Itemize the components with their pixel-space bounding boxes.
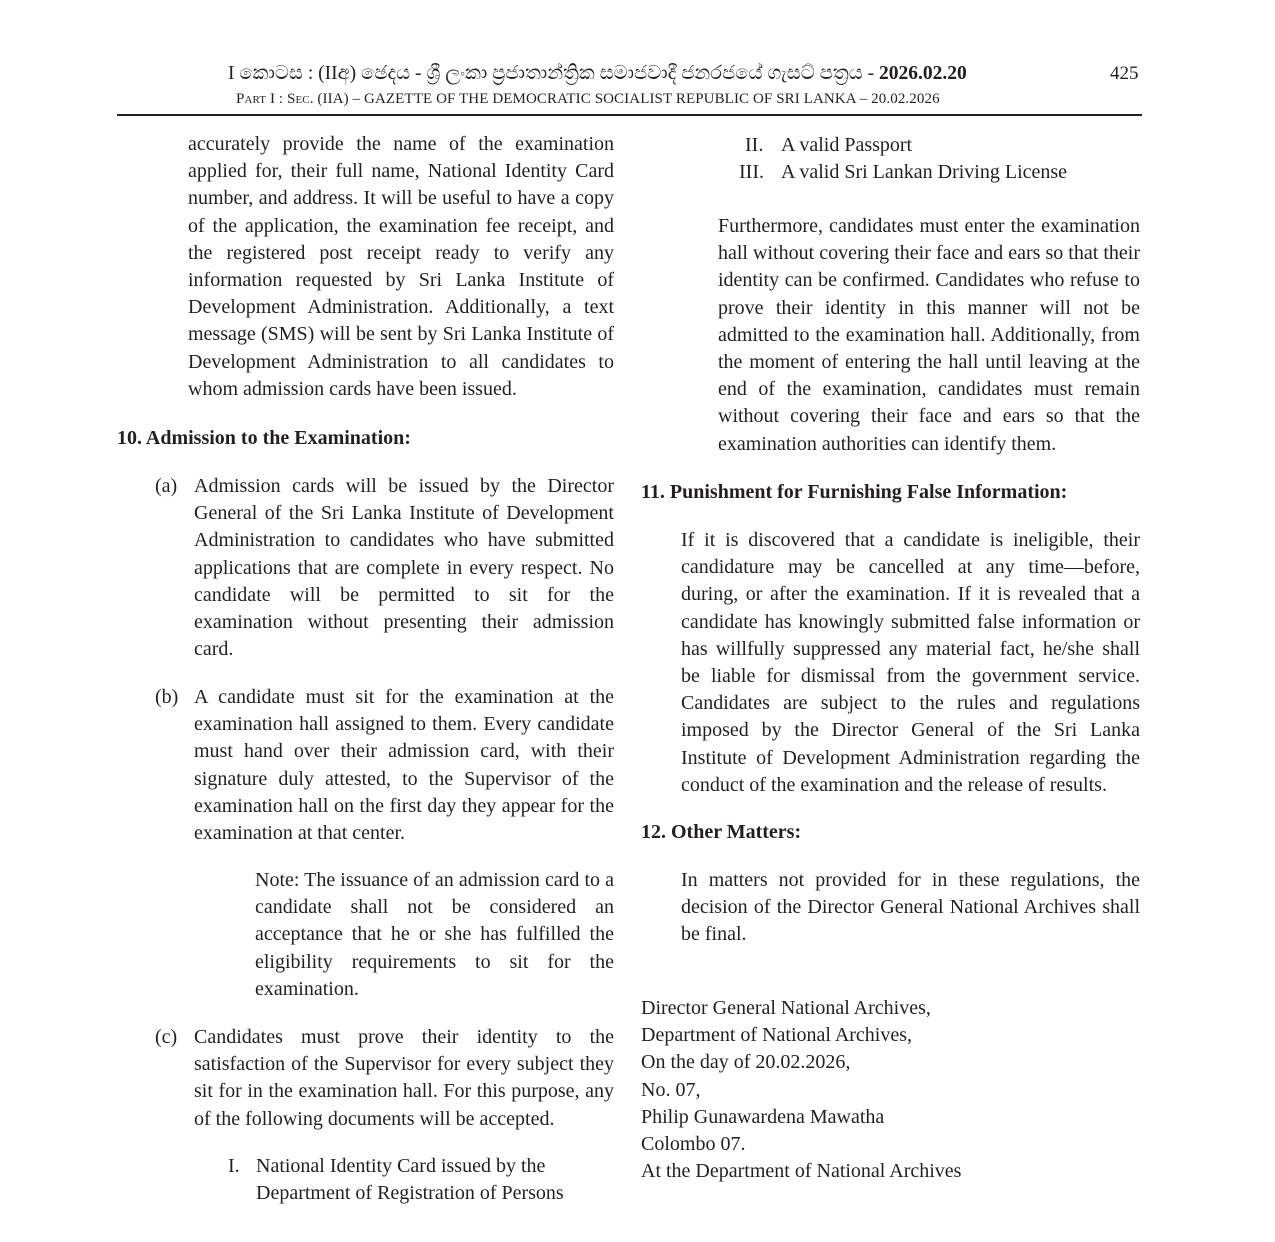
doc-ii-label: II.	[745, 134, 764, 156]
doc-i-text: National Identity Card issued by the Department of Registration of Persons	[256, 1155, 564, 1205]
header-sinhala-title: I කොටස : (IIඅ) ඡෙදය - ශ්‍රී ලංකා ප්‍රජාතාන්ත්‍රික සමාජවාදී ජනරජයේ ගැසට් පත්‍රය -	[228, 63, 880, 84]
section-10-heading: 10. Admission to the Examination:	[117, 427, 411, 449]
section-11-heading: 11. Punishment for Furnishing False Information:	[641, 481, 1068, 503]
item-c-text: Candidates must prove their identity to the satisfaction of the Supervisor for every subject they sit for in the examination hall. For this purpose, any of the following documents will be accepted.	[194, 1026, 614, 1130]
section-12-paragraph: In matters not provided for in these regulations, the decision of the Director General National Archives shall be final.	[681, 869, 1140, 946]
header-date: 2026.02.20	[879, 63, 967, 84]
signature-line: On the day of 20.02.2026,	[641, 1051, 851, 1074]
item-b-label: (b)	[155, 686, 179, 708]
header-divider	[117, 114, 1142, 116]
doc-ii-text: A valid Passport	[781, 134, 913, 156]
signature-line: Philip Gunawardena Mawatha	[641, 1105, 885, 1128]
intro-paragraph: accurately provide the name of the examination applied for, their full name, National Identity Card number, and address. It will be useful to have a copy of the application, the examination fee receipt, and the registered post receipt ready to verify any information requested by Sri Lanka Institute of Development Administration. Additionally, a text message (SMS) will be sent by Sri Lanka Institute of Development Administration to all candidates to whom admission cards have been issued.	[188, 133, 614, 400]
gazette-header-english	[236, 88, 940, 110]
signature-line: Department of National Archives,	[641, 1024, 913, 1047]
signature-line: At the Department of National Archives	[641, 1160, 962, 1183]
item-c-label: (c)	[155, 1026, 178, 1048]
page-number: 425	[1110, 63, 1139, 84]
item-a-text: Admission cards will be issued by the Director General of the Sri Lanka Institute of Development Administration to candidates who have submitted applications that are complete in every respect. No candidate will be permitted to sit for the examination without presenting their admission card.	[194, 475, 614, 661]
note-paragraph: Note: The issuance of an admission card to a candidate shall not be considered an acceptance that he or she has fulfilled the eligibility requirements to sit for the examination.	[255, 869, 614, 1000]
section-12-heading: 12. Other Matters:	[641, 821, 802, 843]
doc-iii-text: A valid Sri Lankan Driving License	[781, 161, 1068, 183]
gazette-header-sinhala	[228, 60, 1038, 88]
signature-line: No. 07,	[641, 1078, 701, 1101]
signature-line: Director General National Archives,	[641, 997, 931, 1019]
item-b-text: A candidate must sit for the examination at the examination hall assigned to them. Every candidate must hand over their admission card, with their signature duly attested, to the Supervisor of the examination hall on the first day they appear for the examination at that center.	[194, 686, 614, 845]
doc-iii-label: III.	[739, 161, 764, 183]
item-a-label: (a)	[155, 475, 178, 497]
doc-i-label: I.	[228, 1155, 240, 1177]
section-11-paragraph: If it is discovered that a candidate is ineligible, their candidature may be cancelled at any time—before, during, or after the examination. If it is revealed that a candidate has knowingly submitted false information or has willfully suppressed any material fact, he/she shall be liable for dismissal from the government service. Candidates are subject to the rules and regulations imposed by the Director General of the Sri Lanka Institute of Development Administration regarding the conduct of the examination and the release of results.	[681, 529, 1140, 796]
furthermore-paragraph: Furthermore, candidates must enter the examination hall without covering their face and ears so that their identity can be confirmed. Candidates who refuse to prove their identity in this manner will not be admitted to the examination hall. Additionally, from the moment of entering the hall until leaving at the end of the examination, candidates must remain without covering their face and ears so that the examination authorities can identify them.	[718, 215, 1140, 455]
header-english-title: (IIA) – GAZETTE OF THE DEMOCRATIC SOCIALIST REPUBLIC OF SRI LANKA – 20.02.2026	[313, 91, 940, 107]
header-sec: Sec.	[287, 91, 314, 107]
header-part-number: I :	[266, 91, 288, 107]
signature-line: Colombo 07.	[641, 1133, 746, 1156]
header-part: Part	[236, 91, 267, 107]
signature-block	[641, 995, 961, 1185]
